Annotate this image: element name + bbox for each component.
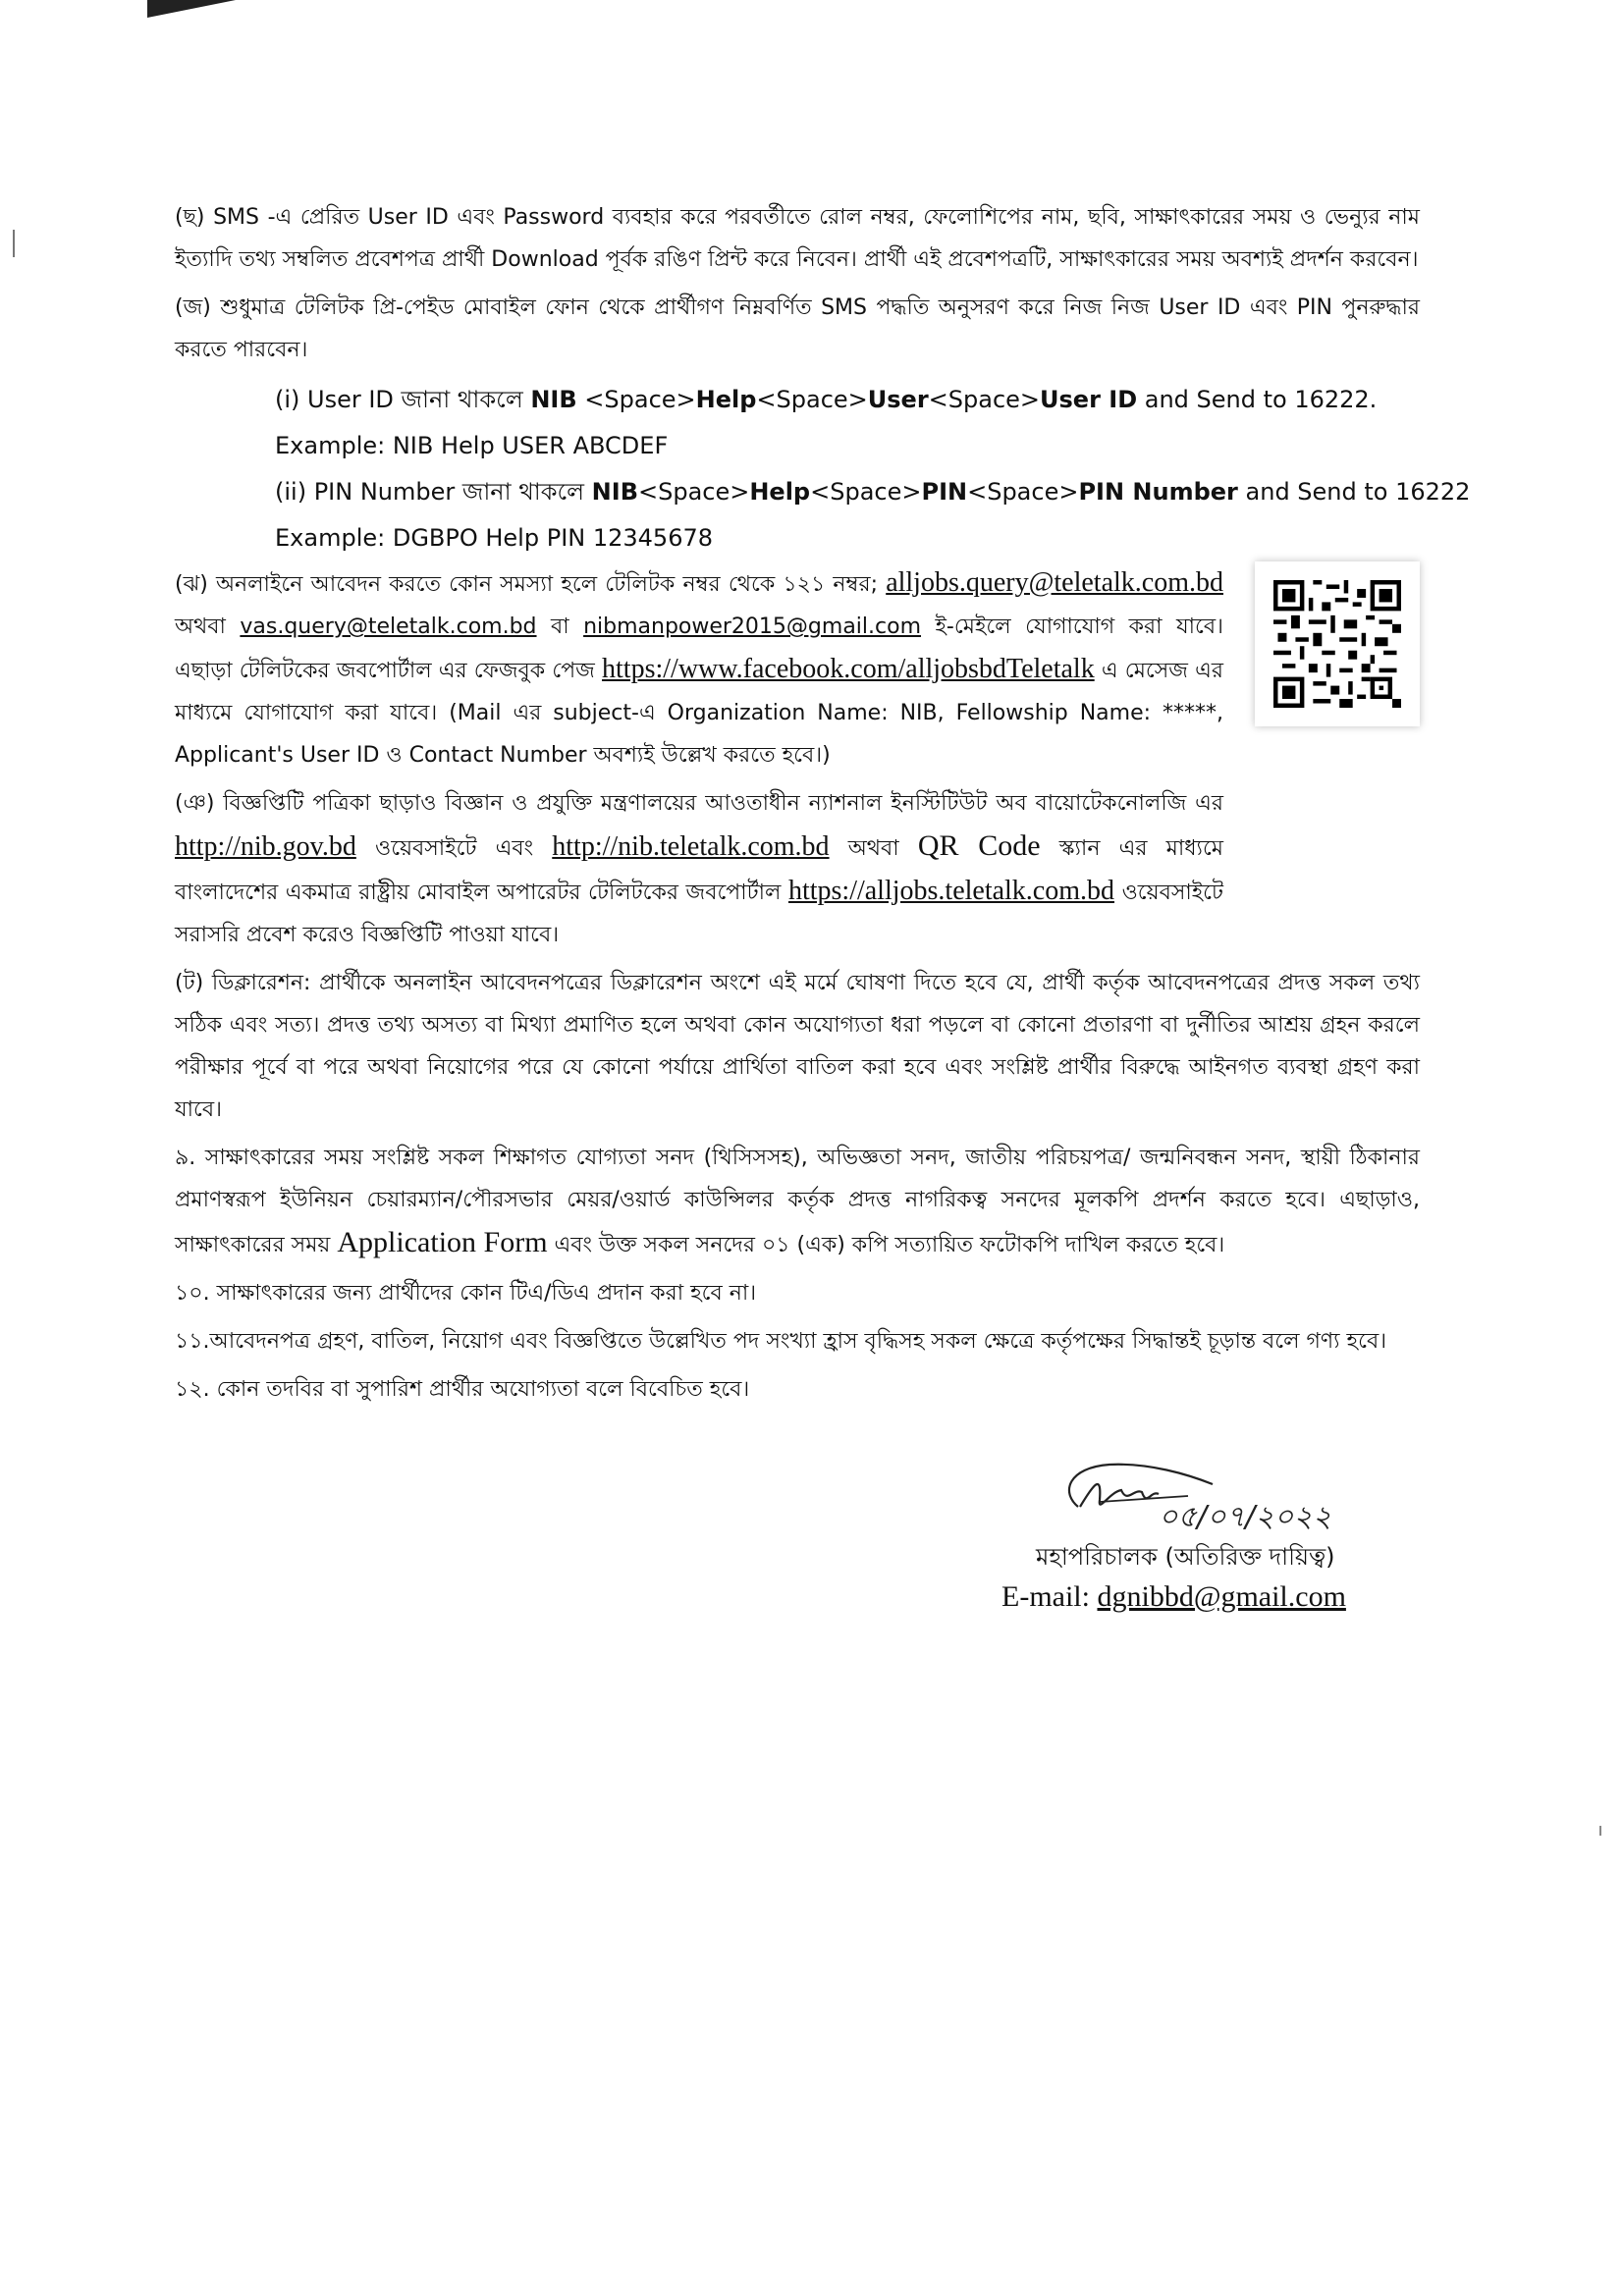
link-alljobs-teletalk[interactable]: https://alljobs.teletalk.com.bd	[787, 876, 1115, 906]
link-nibmanpower-email[interactable]: nibmanpower2015@gmail.com	[583, 614, 922, 639]
paragraph-cha: (ছ) SMS -এ প্রেরিত User ID এবং Password ব্যবহার করে পরবর্তীতে রোল নম্বর, ফেলোশিপের নাম, ছবি, সাক্ষাৎকারের সময় ও ভেন্যুর নাম ইত্যাদি তথ্য সম্বলিত প্রবেশপত্র প্রার্থী Download পূর্বক রঙিণ প্রিন্ট করে নিবেন। প্রার্থী এই প্রবেশপত্রটি, সাক্ষাৎকারের সময় অবশ্যই প্রদর্শন করবেন।	[175, 205, 1420, 272]
signatory-designation: মহাপরিচালক (অতিরিক্ত দায়িত্ব)	[1036, 1543, 1335, 1571]
sms-instructions	[275, 377, 1471, 561]
application-form-label: Application Form	[337, 1226, 548, 1258]
link-dg-email[interactable]: dgnibbd@gmail.com	[1097, 1580, 1346, 1613]
paragraph-jha: (ঝ) অনলাইনে আবেদন করতে কোন সমস্যা হলে টেলিটক নম্বর থেকে ১২১ নম্বর; alljobs.query@teletalk.com.bd অথবা vas.query@teletalk.com.bd বা nibmanpower2015@gmail.com ই-মেইলে যোগাযোগ করা যাবে। এছাড়া টেলিটকের জবপোর্টাল এর ফেজবুক পেজ https://www.facebook.com/alljobsbdTeletalk এ মেসেজ এর মাধ্যমে যোগাযোগ করা যাবে। (Mail এর subject-এ Organization Name: NIB, Fellowship Name: *****, Applicant's User ID ও Contact Number অবশ্যই উল্লেখ করতে হবে।)	[175, 567, 1223, 768]
signature-block	[1001, 1453, 1414, 1649]
link-alljobs-query-email[interactable]: alljobs.query@teletalk.com.bd	[886, 567, 1223, 598]
sms-line-user-id: (i) User ID জানা থাকলে NIB <Space>Help<Space>User<Space>User ID and Send to 16222.	[275, 386, 1378, 413]
paragraph-ten: ১০. সাক্ষাৎকারের জন্য প্রার্থীদের কোন টিএ/ডিএ প্রদান করা হবে না।	[175, 1281, 757, 1306]
link-vas-query-email[interactable]: vas.query@teletalk.com.bd	[240, 614, 537, 639]
signature-date: ০৫/০৭/২০২২	[1159, 1500, 1332, 1534]
sms-example-2: Example: DGBPO Help PIN 12345678	[275, 524, 714, 552]
paragraph-nya: (ঞ) বিজ্ঞপ্তিটি পত্রিকা ছাড়াও বিজ্ঞান ও প্রযুক্তি মন্ত্রণালয়ের আওতাধীন ন্যাশনাল ইনস্টিটিউট অব বায়োটেকনোলজি এর http://nib.gov.bd ওয়েবসাইটে এবং http://nib.teletalk.com.bd অথবা QR Code স্ক্যান এর মাধ্যমে বাংলাদেশের একমাত্র রাষ্ট্রীয় মোবাইল অপারেটর টেলিটকের জবপোর্টাল https://alljobs.teletalk.com.bd ওয়েবসাইটে সরাসরি প্রবেশ করেও বিজ্ঞপ্তিটি পাওয়া যাবে।	[175, 791, 1223, 947]
sms-example-1: Example: NIB Help USER ABCDEF	[275, 432, 669, 459]
qr-code-graphic	[1273, 580, 1401, 708]
link-nib-gov-bd[interactable]: http://nib.gov.bd	[175, 831, 356, 862]
link-nib-teletalk[interactable]: http://nib.teletalk.com.bd	[552, 831, 830, 862]
paragraph-eleven: ১১.আবেদনপত্র গ্রহণ, বাতিল, নিয়োগ এবং বিজ্ঞপ্তিতে উল্লেখিত পদ সংখ্যা হ্রাস বৃদ্ধিসহ সকল ক্ষেত্রে কর্তৃপক্ষের সিদ্ধান্তই চূড়ান্ত বলে গণ্য হবে।	[175, 1329, 1387, 1354]
paragraph-ja: (জ) শুধুমাত্র টেলিটক প্রি-পেইড মোবাইল ফোন থেকে প্রার্থীগণ নিম্নবর্ণিত SMS পদ্ধতি অনুসরণ করে নিজ নিজ User ID এবং PIN পুনরুদ্ধার করতে পারবেন।	[175, 295, 1420, 362]
qr-code-label: QR Code	[917, 829, 1041, 862]
paragraph-nine: ৯. সাক্ষাৎকারের সময় সংশ্লিষ্ট সকল শিক্ষাগত যোগ্যতা সনদ (থিসিসসহ), অভিজ্ঞতা সনদ, জাতীয় পরিচয়পত্র/ জন্মনিবন্ধন সনদ, স্থায়ী ঠিকানার প্রমাণস্বরূপ ইউনিয়ন চেয়ারম্যান/পৌরসভার মেয়র/ওয়ার্ড কাউন্সিলর কর্তৃক প্রদত্ত নাগরিকত্ব সনদের মূলকপি প্রদর্শন করতে হবে। এছাড়াও, সাক্ষাৎকারের সময় Application Form এবং উক্ত সকল সনদের ০১ (এক) কপি সত্যায়িত ফটোকপি দাখিল করতে হবে।	[175, 1146, 1420, 1258]
paragraph-twelve: ১২. কোন তদবির বা সুপারিশ প্রার্থীর অযোগ্যতা বলে বিবেচিত হবে।	[175, 1377, 750, 1402]
link-facebook-page[interactable]: https://www.facebook.com/alljobsbdTeletalk	[602, 654, 1095, 684]
contact-and-qr-section	[175, 561, 1420, 956]
sms-line-pin: (ii) PIN Number জানা থাকলে NIB<Space>Help<Space>PIN<Space>PIN Number and Send to 16222	[275, 478, 1471, 506]
document-body	[175, 196, 1471, 1416]
handwritten-signature	[1041, 1453, 1365, 1551]
qr-code-icon	[1255, 561, 1420, 726]
signatory-email-line: E-mail: dgnibbd@gmail.com	[1001, 1580, 1346, 1613]
paragraph-ta: (ট) ডিক্লারেশন: প্রার্থীকে অনলাইন আবেদনপত্রের ডিক্লারেশন অংশে এই মর্মে ঘোষণা দিতে হবে যে, প্রার্থী কর্তৃক আবেদনপত্রের প্রদত্ত সকল তথ্য সঠিক এবং সত্য। প্রদত্ত তথ্য অসত্য বা মিথ্যা প্রমাণিত হলে অথবা কোন অযোগ্যতা ধরা পড়লে বা কোনো প্রতারণা বা দুর্নীতির আশ্রয় গ্রহন করলে পরীক্ষার পূর্বে বা পরে অথবা নিয়োগের পরে যে কোনো পর্যায়ে প্রার্থিতা বাতিল করা হবে এবং সংশ্লিষ্ট প্রার্থীর বিরুদ্ধে আইনগত ব্যবস্থা গ্রহণ করা যাবে।	[175, 971, 1420, 1122]
